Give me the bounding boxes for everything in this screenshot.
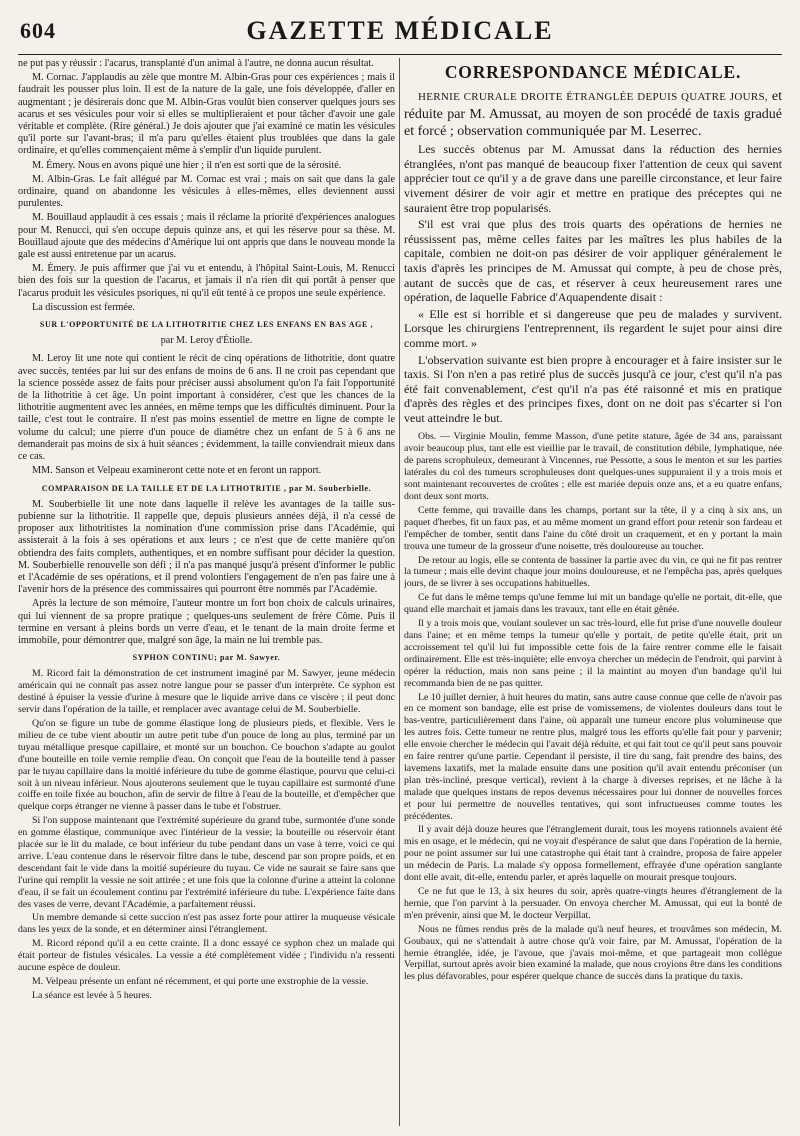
paragraph: La séance est levée à 5 heures.	[32, 989, 152, 1001]
paragraph: M. Ricord fait la démonstration de cet instrument imaginé par M. Sawyer, jeune médecin américain qui ne connaît pas assez notre langue pour se passer d'un interprète. Ce syphon est destiné à épuiser la vessie d'urine à mesure que le liquide arrive dans ce viscère ; il peut donc servir dans l'opération de la taille, et remplacer avec avantage celui de M. Souberbielle.	[18, 668, 395, 716]
section-author: par M. Leroy d'Étiolle.	[160, 335, 253, 347]
paragraph: M. Leroy lit une note qui contient le récit de cinq opérations de lithotritie, dont quatre avec succès, tentées par lui sur des enfans de moins de 6 ans. Il ne croit pas cependant que la science possède assez de faits pour préciser aussi absolument qu'on l'a fait l'opportunité de la lithotritie à cet âge. Un point important à considérer, c'est que les chances de la lithotritie augmentent avec les années, en même temps que les difficultés diminuent. Pour la taille, c'est tout le contraire. Il n'est pas moins essentiel de mettre en ligne de compte le volume du calcul; une pierre d'un pouce de diamètre chez un enfant de 5 à 6 ans ne demanderait pas moins de six à huit séances ; évidemment, la taille conviendrait mieux dans ce cas.	[18, 353, 395, 463]
paragraph: Ce ne fut que le 13, à six heures du soir, après quatre-vingts heures d'étranglement de la hernie, que l'on parvint à la persuader. On envoya chercher M. Amussat, qui eut la bonté de m'en prévenir, ainsi que M. le docteur Verpillat.	[404, 886, 782, 921]
paragraph: Les succès obtenus par M. Amussat dans la réduction des hernies étranglées, n'ont pas manqué de beaucoup fixer l'attention de ceux qui savent apprécier tout ce qu'il y a de grave dans une pareille circonstance, et leur faire vivement désirer de voir agir et mettre en pratique des préceptes qui ne sauraient être trop popularisés.	[404, 142, 782, 215]
article-title	[404, 88, 782, 140]
section-title-lithotritie: SUR L'OPPORTUNITÉ DE LA LITHOTRITIE CHEZ LES ENFANS EN BAS AGE ,	[39, 320, 374, 330]
paragraph: Obs. — Virginie Moulin, femme Masson, d'une petite stature, âgée de 34 ans, paraissant avoir beaucoup plus, tant elle est vieillie par le travail, de constitution débile, lymphatique, née de parens scrophuleux, demeurant à Vincennes, rue Pessotte, a sous le menton et sur les parties latérales du col des tumeurs scrophuleuses dont quelques-unes suppuraient il y a trois mois et sont maintenant recouvertes de croûtes ; elle est mariée depuis onze ans, et a eu quatre enfans, dont deux sont morts.	[404, 431, 782, 503]
left-column	[18, 58, 395, 1126]
paragraph: M. Albin-Gras. Le fait allégué par M. Cornac est vrai ; mais on sait que dans la gale ordinaire, quand on abandonne les vésicules à elles-mêmes, elles deviennent aussi purulentes.	[18, 173, 395, 210]
page-header	[18, 14, 782, 55]
paragraph: Après la lecture de son mémoire, l'auteur montre un fort bon choix de calculs urinaires, qui lui viennent de sa propre pratique ; quelques-uns seulement de frère Côme. Puis il termine en versant à pleins bords un verre d'eau, et le tenant de la main droite ferme et immobile, pour démontrer que, malgré son âge, la main ne lui tremble pas.	[18, 598, 395, 646]
column-divider	[399, 58, 400, 1126]
paragraph: M. Velpeau présente un enfant né récemment, et qui porte une exstrophie de la vessie.	[32, 976, 369, 987]
paragraph: Cette femme, qui travaille dans les champs, portant sur la tête, il y a cinq à six ans, un paquet d'herbes, fit un faux pas, et au même moment un grand effort pour retenir son fardeau et l'empêcher de tomber, sentit dans l'aine du côté droit un craquement, et en y portant la main trouva une tumeur de la grosseur d'une noisette, très douloureuse au toucher.	[404, 504, 782, 552]
paragraph: M. Bouillaud applaudit à ces essais ; mais il réclame la priorité d'expériences analogues pour M. Renucci, qui s'en occupe depuis quinze ans, et qui les réserve pour sa thèse. M. Bouillaud ajoute que des médecins d'Amérique lui ont appris que dans le nouveau monde la gale est aussi entretenue par un acarus.	[18, 212, 395, 261]
paragraph: MM. Sanson et Velpeau examineront cette note et en feront un rapport.	[32, 465, 322, 477]
paragraph: La discussion est fermée.	[32, 301, 135, 313]
quotation: « Elle est si horrible et si dangereuse que peu de malades y survivent. Lorsque les chirurgiens l'entreprennent, ils regardent le sujet pour ainsi dire comme mort. »	[404, 306, 782, 350]
paragraph: Qu'on se figure un tube de gomme élastique long de plusieurs pieds, et flexible. Vers le milieu de ce tube vient aboutir un autre petit tube d'un pouce de long au plus, terminé par un tuyau métallique presque capillaire, et monté sur un bouchon. Ce bouchon s'adapte au goulot d'une bouteille en toile vernie remplie d'eau. On conçoit que l'eau de la bouteille tend à passer par le tuyau capillaire dans la moitié inférieure du tube de gomme élastique, pourvu que celui-ci soit à un niveau inférieur. Nous ajouterons seulement que le tuyau capillaire est surmonté d'une coiffe en toile fixée au bouchon, afin de servir de filtre à l'eau de la bouteille, et d'empêcher que quelque corps étranger ne vienne à passer dans le tube et l'obstruer.	[18, 717, 395, 813]
paragraph: Un membre demande si cette succion n'est pas assez forte pour attirer la muqueuse vésicale dans les yeux de la sonde, et en déterminer ainsi l'étranglement.	[18, 912, 395, 936]
paragraph: M. Émery. Nous en avons piqué une hier ; il n'en est sorti que de la sérosité.	[32, 159, 342, 171]
paragraph: De retour au logis, elle se contenta de bassiner la partie avec du vin, ce qui ne fit pas rentrer la tumeur ; mais elle devint chaque jour moins douloureuse, et ne l'empêcha pas, après quelques jours, de se livrer à ses occupations habituelles.	[404, 554, 782, 590]
paragraph: M. Ricord répond qu'il a eu cette crainte. Il a donc essayé ce syphon chez un malade qui était porteur de fistules vésicales. La vessie a été complètement vidée ; l'individu n'a ressenti aucune espèce de douleur.	[18, 938, 395, 974]
paragraph: L'observation suivante est bien propre à encourager et à faire insister sur le taxis. Si l'on n'en a pas retiré plus de succès jusqu'à ce jour, c'est qu'il n'a pas été fait convenablement, c'est qu'il n'a pas été raisonné et mis en pratique d'après des règles et des principes fixes, dont on ne doit pas s'écarter si l'on veut atteindre le but.	[404, 352, 782, 425]
paragraph: Si l'on suppose maintenant que l'extrémité supérieure du grand tube, surmontée d'une sonde en gomme élastique, communique avec l'intérieur de la vessie; la bouteille ou réservoir étant placée sur le lit du malade, ce bout inférieur du tube pendant dans un vase à terre, voici ce qui arrive. L'eau contenue dans le réservoir filtre dans le tube, descend par son propre poids, et en descendant fait le vide dans la moitié supérieure du tuyau. Ce vide ne saurait se faire sans que l'urine qui remplit la vessie ne soit attirée ; et une fois que la colonne d'urine a atteint la colonne d'eau, il se fait un écoulement continu par l'extrémité inférieure du tube. L'expérience faite dans des vases de verre, devant l'Académie, a parfaitement réussi.	[18, 815, 395, 910]
paragraph: M. Souberbielle lit une note dans laquelle il relève les avantages de la taille sus-pubienne sur la lithotritie. Il rappelle que, depuis plusieurs années déjà, il n'a cessé de proposer aux lithotritistes la nomination d'une commission prise dans l'Académie, qui assisterait à la fois à ses opérations et aux leurs ; ce n'est que de cette manière qu'on obtiendra des faits complets, authentiques, et en nombre suffisant pour décider la question. M. Souberbielle renouvelle son défi ; il n'a pas manqué jusqu'à présent d'informer le public et l'Académie de ses opérations, et il prend volontiers l'engagement de n'en pas faire une à l'avenir hors de la présence des commissaires qui pourront être nommés par l'Académie.	[18, 498, 395, 596]
article-title-rest: et réduite par M. Amussat, au moyen de son procédé de taxis gradué et forcé ; observation communiquée par M. Leserrec.	[404, 89, 782, 140]
section-title-syphon: SYPHON CONTINU; par M. Sawyer.	[132, 653, 281, 663]
page-number: 604	[20, 18, 56, 43]
paragraph: Nous ne fûmes rendus près de la malade qu'à neuf heures, et trouvâmes son médecin, M. Goubaux, qui ne s'attendait à autre chose qu'à voir faire, par M. Amussat, l'opération de la hernie étranglée, idée, je l'avoue, que j'avais moi-même, et que partageait mon collègue Verpillat, surtout après avoir bien examiné la malade, que nous croyions être dans les conditions les plus défavorables, pour espérer quelque chance de succès dans la pratique du taxis.	[404, 923, 782, 983]
paragraph: ne put pas y réussir : l'acarus, transplanté d'un animal à l'autre, ne donna aucun résultat.	[18, 58, 374, 69]
article-title-caps: HERNIE CRURALE DROITE ÉTRANGLÉE DEPUIS QUATRE JOURS,	[418, 91, 768, 104]
journal-title: GAZETTE MÉDICALE	[246, 16, 554, 45]
paragraph: Ce fut dans le même temps qu'une femme lui mit un bandage qu'elle ne portait, dit-elle, que quand elle marchait et jamais dans les travaux, tant elle en était gênée.	[404, 592, 782, 616]
paragraph: Il y avait déjà douze heures que l'étranglement durait, tous les moyens rationnels avaient été mis en usage, et le médecin, qui ne voyait d'espérance de salut que dans l'opération de la hernie, pour ne point assumer sur lui une catastrophe qui était tant à craindre, proposa de faire appeler un médecin de Paris. La malade s'y opposa formellement, effrayée d'une opération sanglante dont elle avait, dit-elle, entendu parler, et après laquelle on mourait presque toujours.	[404, 824, 782, 884]
correspondance-heading: CORRESPONDANCE MÉDICALE.	[444, 62, 742, 82]
section-title-comparaison: COMPARAISON DE LA TAILLE ET DE LA LITHOTRITIE , par M. Souberbielle.	[41, 483, 372, 493]
paragraph: M. Émery. Je puis affirmer que j'ai vu et entendu, à l'hôpital Saint-Louis, M. Renucci bien des fois sur la question de l'acarus, et jamais il n'a rien dit qui portât à penser que l'acarus produit les vésicules psoriques, ni qu'il eût tenté à ce propos une seule expérience.	[18, 263, 395, 299]
columns	[18, 58, 782, 1126]
right-column	[404, 58, 782, 1126]
paragraph: M. Cornac. J'applaudis au zèle que montre M. Albin-Gras pour ces expériences ; mais il faudrait les pousser plus loin. Il est de la nature de la gale, une fois développée, d'aller en augmentant ; je désirerais donc que M. Albin-Gras voulût bien conserver quelques jours ses acarus et ses vésicules pour voir si elles se multiplieraient et pour tâcher d'avoir une gale véritable et complète. (Rire général.) Je dois ajouter que j'ai examiné ce matin les vésicules qu'il porte sur l'avant-bras; il m'a paru qu'elles étaient plus troublées que dans la gale ordinaire, et qu'elles commençaient même à s'emplir d'un liquide purulent.	[18, 72, 395, 157]
paragraph: S'il est vrai que plus des trois quarts des opérations de hernies ne réussissent pas, même celles faites par les maîtres les plus habiles de la capitale, combien ne doit-on pas désirer de voir appliquer généralement le taxis d'après les principes de M. Amussat qui compte, à peu de chose près, autant de succès que de cas, et réserver à ceux heureusement rares une opération, de laquelle Fabrice d'Aquapendente disait :	[404, 217, 782, 305]
paragraph: Le 10 juillet dernier, à huit heures du matin, sans autre cause connue que celle de n'avoir pas en ce moment son bandage, elle est prise de vomissemens, de violentes douleurs dans tout le bas-ventre, particulièrement dans l'aine, où apparaît une tumeur encore plus volumineuse que les autres fois. Cette tumeur ne rentre plus, malgré tous les efforts qu'elle fait pour y parvenir; elle envoie chercher le médecin qui l'avait déjà réduite, et qui fait tout ce qu'il peut sans pouvoir en faire rentrer qu'une partie. Cependant il persiste, il tire du sang, fait prendre des bains, des lavemens laxatifs, met la malade ensuite dans une position qu'il avait entendu préconiser (un plan très-incliné, presque vertical), revient à la charge à diverses reprises, et ne lâche à la malade que quelques instans de repos devenus nécessaires pour lui donner de nouvelles forces et pour lui permettre de nouvelles tentatives, qui sont infructueuses comme toutes les précédentes.	[404, 691, 782, 822]
paragraph: Il y a trois mois que, voulant soulever un sac très-lourd, elle fut prise d'une nouvelle douleur dans l'aine; et en même temps la tumeur qu'elle y portait, de petite qu'elle était, prit un accroissement tel qu'il lui fut impossible cette fois de la faire rentrer comme elle le faisait ordinairement. Elle est très-inquiète; elle envoya chercher un médecin de l'endroit, qui parvint à opérer la réduction, mais non sans peine ; il la maintint au moyen d'un bandage qu'il lui recommanda bien de ne pas quitter.	[404, 618, 782, 689]
